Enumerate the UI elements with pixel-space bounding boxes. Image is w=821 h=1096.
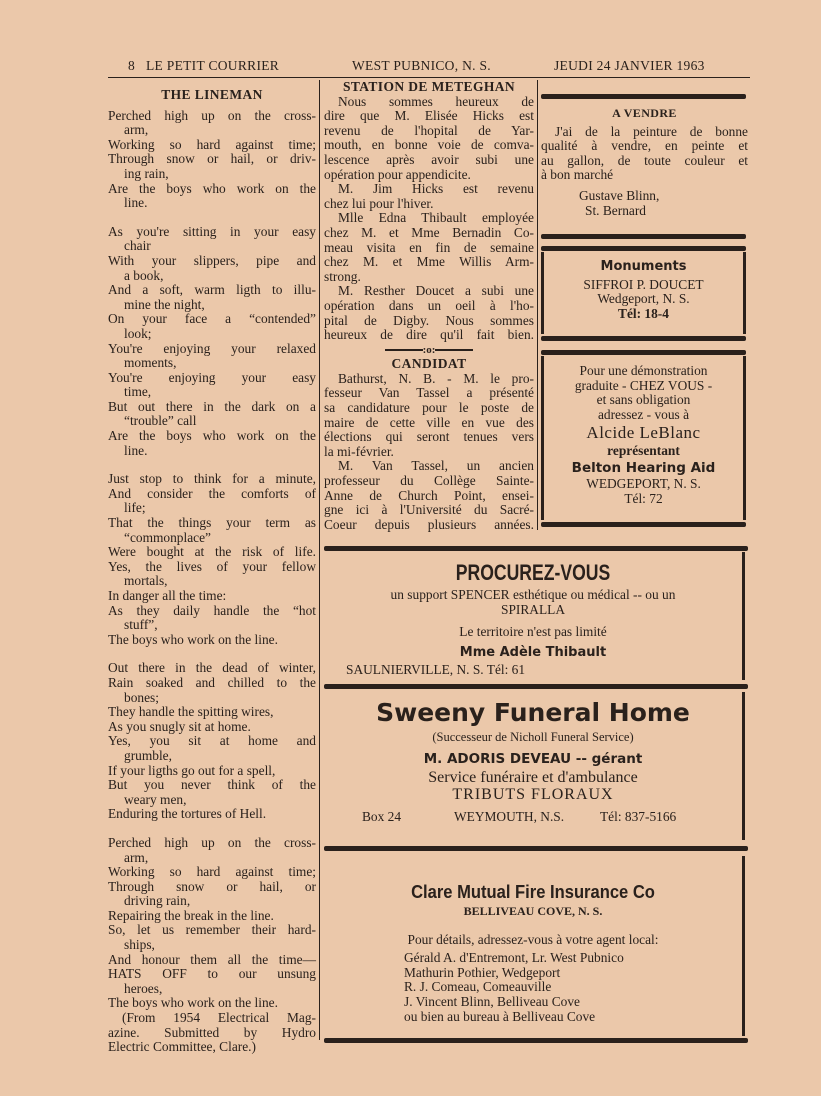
article-line: meau visita en fin de semaine: [324, 239, 534, 255]
poem-line: moments,: [124, 355, 177, 371]
meteghan-body: [324, 95, 534, 343]
poem-body: [108, 109, 316, 1055]
poem-line: azine. Submitted by Hydro: [108, 1024, 316, 1040]
ad-border: [324, 846, 748, 851]
procurez-title: PROCUREZ-VOUS: [455, 560, 611, 585]
monuments-name: SIFFROI P. DOUCET: [583, 276, 704, 292]
poem-line: With your slippers, pipe and: [108, 252, 316, 268]
ad-border: [541, 246, 746, 251]
poem-line: Just stop to think for a minute,: [108, 471, 316, 487]
separator-mark: :o:: [422, 343, 436, 356]
poem-line: You're enjoying your relaxed: [108, 340, 316, 356]
poem-line: stuff”,: [124, 617, 158, 633]
article-line: maire de cette ville en vue des: [324, 414, 534, 430]
column-divider: [537, 80, 538, 530]
monuments-title: Monuments: [600, 259, 687, 274]
clare-agents: [324, 951, 742, 1024]
poem-article: [108, 88, 316, 1055]
belton-line: Pour une démonstration: [579, 363, 708, 378]
article-line: dire que M. Elisée Hicks est: [324, 108, 534, 124]
ad-line: J'ai de la peinture de bonne: [555, 123, 748, 139]
sweeny-service: Service funéraire et d'ambulance: [428, 768, 638, 786]
paper-name: LE PETIT COURRIER: [146, 58, 280, 73]
stanza-gap: [108, 822, 316, 836]
a-vendre-ad: [541, 106, 748, 218]
article-line: opération dans un oeil à l'ho-: [324, 297, 534, 313]
belton-line: adressez - vous à: [597, 406, 690, 422]
poem-line: driving rain,: [124, 893, 191, 909]
poem-line: The boys who work on the line.: [108, 995, 278, 1011]
column-divider: [319, 80, 320, 1040]
poem-line: Out there in the dead of winter,: [108, 660, 316, 676]
procurez-name: Mme Adèle Thibault: [459, 644, 607, 660]
poem-line: Were bought at the risk of life.: [108, 544, 316, 560]
article-line: la mi-février.: [324, 443, 394, 459]
poem-line: Through snow or hail, or driv-: [108, 151, 316, 167]
poem-line: weary men,: [124, 791, 187, 807]
dateline-place: WEST PUBNICO, N. S.: [352, 58, 491, 73]
poem-line: “commonplace”: [124, 529, 211, 545]
poem-line: As they daily handle the “hot: [108, 602, 316, 618]
poem-line: HATS OFF to our unsung: [108, 966, 316, 982]
article-line: M. Jim Hicks est revenu: [338, 181, 534, 197]
poem-line: Enduring the tortures of Hell.: [108, 806, 267, 822]
article-line: Nous sommes heureux de: [338, 93, 534, 109]
separator-line: [385, 349, 423, 351]
article-line: professeur du Collège Sainte-: [324, 473, 534, 489]
article-line: M. Resther Doucet a subi une: [338, 283, 534, 299]
belton-ad: [541, 356, 746, 520]
poem-line: In danger all the time:: [108, 588, 227, 603]
belton-place: WEDGEPORT, N. S.: [586, 475, 701, 491]
dateline-date: JEUDI 24 JANVIER 1963: [554, 58, 705, 73]
ad-border: [541, 522, 746, 527]
poem-line: On your face a “contended”: [108, 311, 316, 327]
clare-title: Clare Mutual Fire Insurance Co: [411, 882, 655, 902]
meteghan-title: STATION DE METEGHAN: [342, 79, 516, 94]
stanza-gap: [108, 647, 316, 661]
poem-line: chair: [124, 238, 151, 254]
stanza-gap: [108, 458, 316, 472]
a-vendre-name: Gustave Blinn,: [579, 187, 660, 203]
ad-line: qualité à vendre, en peinte et: [541, 138, 748, 154]
poem-line: But you never think of the: [108, 777, 316, 793]
ad-border: [324, 684, 748, 689]
poem-line: They handle the spitting wires,: [108, 704, 274, 720]
poem-line: You're enjoying your easy: [108, 369, 316, 385]
poem-line: Yes, the lives of your fellow: [108, 558, 316, 574]
poem-line: And a soft, warm ligth to illu-: [108, 282, 316, 298]
sweeny-manager: M. ADORIS DEVEAU -- gérant: [423, 750, 643, 767]
poem-line: Are the boys who work on the: [108, 428, 316, 444]
procurez-place: SAULNIERVILLE, N. S. Tél: 61: [346, 662, 526, 678]
poem-line: Working so hard against time;: [108, 136, 316, 152]
article-line: pital de Digby. Nous sommes: [324, 312, 534, 328]
procurez-line: Le territoire n'est pas limité: [459, 624, 607, 640]
meteghan-article: [324, 80, 534, 532]
article-line: gne ici à l'Université du Sacré-: [324, 502, 534, 518]
article-line: Bathurst, N. B. - M. le pro-: [338, 370, 534, 386]
belton-representant: représentant: [607, 443, 680, 459]
sweeny-title: Sweeny Funeral Home: [376, 698, 690, 727]
poem-line: look;: [124, 325, 152, 341]
poem-line: arm,: [124, 849, 149, 865]
stanza-gap: [108, 211, 316, 225]
belton-agent-name: Alcide LeBlanc: [586, 423, 701, 443]
poem-line: And honour them all the time—: [108, 951, 316, 967]
procurez-line: un support SPENCER esthétique ou médical -- ou un: [390, 587, 676, 602]
poem-line: Repairing the break in the line.: [108, 907, 274, 923]
poem-line: Working so hard against time;: [108, 864, 316, 880]
poem-line: Through snow or hail, or: [108, 878, 316, 894]
belton-brand: Belton Hearing Aid: [571, 459, 716, 476]
ad-line: à bon marché: [541, 167, 614, 183]
agent-line: Gérald A. d'Entremont, Lr. West Pubnico: [404, 950, 624, 966]
sweeny-tributs: TRIBUTS FLORAUX: [452, 785, 614, 803]
poem-line: life;: [124, 500, 146, 516]
poem-line: heroes,: [124, 980, 163, 996]
article-line: fesseur Van Tassel a présenté: [324, 385, 534, 401]
article-line: M. Van Tassel, un ancien: [338, 458, 534, 474]
article-line: chez lui pour l'hiver.: [324, 195, 434, 211]
separator: [324, 343, 534, 358]
poem-line: bones;: [124, 689, 159, 705]
a-vendre-body: [541, 125, 748, 183]
procurez-ad: [324, 552, 745, 680]
a-vendre-title: A VENDRE: [612, 106, 677, 120]
poem-line: But out there in the dark on a: [108, 398, 316, 414]
poem-line: grumble,: [124, 747, 172, 763]
ad-border: [324, 1038, 748, 1043]
poem-line: Perched high up on the cross-: [108, 834, 316, 850]
ad-line: au gallon, de toute couleur et: [541, 152, 748, 168]
sweeny-contact: [324, 810, 742, 826]
poem-line: And consider the comforts of: [108, 485, 316, 501]
poem-line: As you're sitting in your easy: [108, 223, 316, 239]
poem-line: Yes, you sit at home and: [108, 733, 316, 749]
belton-line: graduite - CHEZ VOUS -: [574, 377, 713, 393]
agent-line: J. Vincent Blinn, Belliveau Cove: [404, 993, 580, 1009]
poem-line: Are the boys who work on the: [108, 180, 316, 196]
poem-line: Perched high up on the cross-: [108, 107, 316, 123]
sweeny-town: WEYMOUTH, N.S.: [454, 808, 565, 824]
poem-line: Rain soaked and chilled to the: [108, 674, 316, 690]
article-line: revenu de l'hopital de Yar-: [324, 122, 534, 138]
poem-line: If your ligths go out for a spell,: [108, 762, 276, 778]
ad-border: [541, 94, 746, 99]
sweeny-box: Box 24: [362, 808, 402, 824]
poem-line: As you snugly sit at home.: [108, 718, 251, 734]
article-line: Anne de Church Point, ensei-: [324, 487, 534, 503]
article-line: Coeur depuis plusieurs années.: [324, 516, 534, 532]
poem-line: ing rain,: [124, 165, 169, 181]
sweeny-ad: [324, 692, 745, 840]
article-line: Mlle Edna Thibault employée: [338, 210, 534, 226]
poem-line: That the things your term as: [108, 515, 316, 531]
monuments-place: Wedgeport, N. S.: [597, 291, 690, 307]
clare-ad: [324, 856, 745, 1036]
article-line: strong.: [324, 268, 361, 284]
candidat-body: [324, 372, 534, 533]
a-vendre-place: St. Bernard: [585, 202, 646, 218]
clare-intro: Pour détails, adressez-vous à votre agent local:: [407, 931, 659, 947]
poem-line: “trouble” call: [124, 413, 197, 429]
ad-border: [541, 350, 746, 355]
poem-line: So, let us remember their hard-: [108, 922, 316, 938]
article-line: mouth, en bonne voie de comva-: [324, 137, 534, 153]
article-line: sa candidature pour le poste de: [324, 400, 534, 416]
header-rule: [108, 77, 750, 78]
page-number: 8: [128, 58, 136, 73]
procurez-line: SPIRALLA: [501, 601, 565, 617]
poem-title: THE LINEMAN: [161, 87, 263, 102]
article-line: opération pour appendicite.: [324, 166, 471, 182]
sweeny-subtitle: (Successeur de Nicholl Funeral Service): [432, 730, 634, 744]
article-line: lescence après avoir subi une: [324, 151, 534, 167]
belton-line: et sans obligation: [596, 392, 691, 408]
monuments-tel: Tél: 18-4: [618, 305, 669, 321]
article-line: chez M. et Mme Bernadin Co-: [324, 224, 534, 240]
clare-place: BELLIVEAU COVE, N. S.: [463, 904, 603, 918]
article-line: chez M. et Mme Willis Arm-: [324, 254, 534, 270]
agent-line: Mathurin Pothier, Wedgeport: [404, 964, 561, 980]
separator-line: [435, 349, 473, 351]
poem-line: a book,: [124, 267, 164, 283]
article-line: élections qui seront tenues vers: [324, 429, 534, 445]
poem-line: The boys who work on the line.: [108, 631, 278, 647]
agent-line: R. J. Comeau, Comeauville: [404, 979, 552, 995]
poem-line: time,: [124, 384, 152, 400]
article-line: heureux de dire qu'il fait bien.: [324, 327, 534, 343]
poem-line: arm,: [124, 122, 149, 138]
ad-border: [324, 546, 748, 551]
monuments-ad: [541, 252, 746, 334]
poem-line: line.: [124, 195, 148, 211]
belton-tel: Tél: 72: [624, 490, 663, 506]
agent-line: ou bien au bureau à Belliveau Cove: [404, 1008, 596, 1024]
poem-line: ships,: [124, 937, 155, 953]
poem-line: line.: [124, 442, 148, 458]
candidat-title: CANDIDAT: [391, 356, 467, 372]
poem-line: mortals,: [124, 573, 168, 589]
sweeny-tel: Tél: 837-5166: [600, 808, 677, 824]
ad-border: [541, 336, 746, 341]
poem-line: Electric Committee, Clare.): [108, 1039, 256, 1055]
poem-line: mine the night,: [124, 296, 205, 312]
poem-line: (From 1954 Electrical Mag-: [122, 1010, 316, 1026]
ad-border: [541, 234, 746, 239]
